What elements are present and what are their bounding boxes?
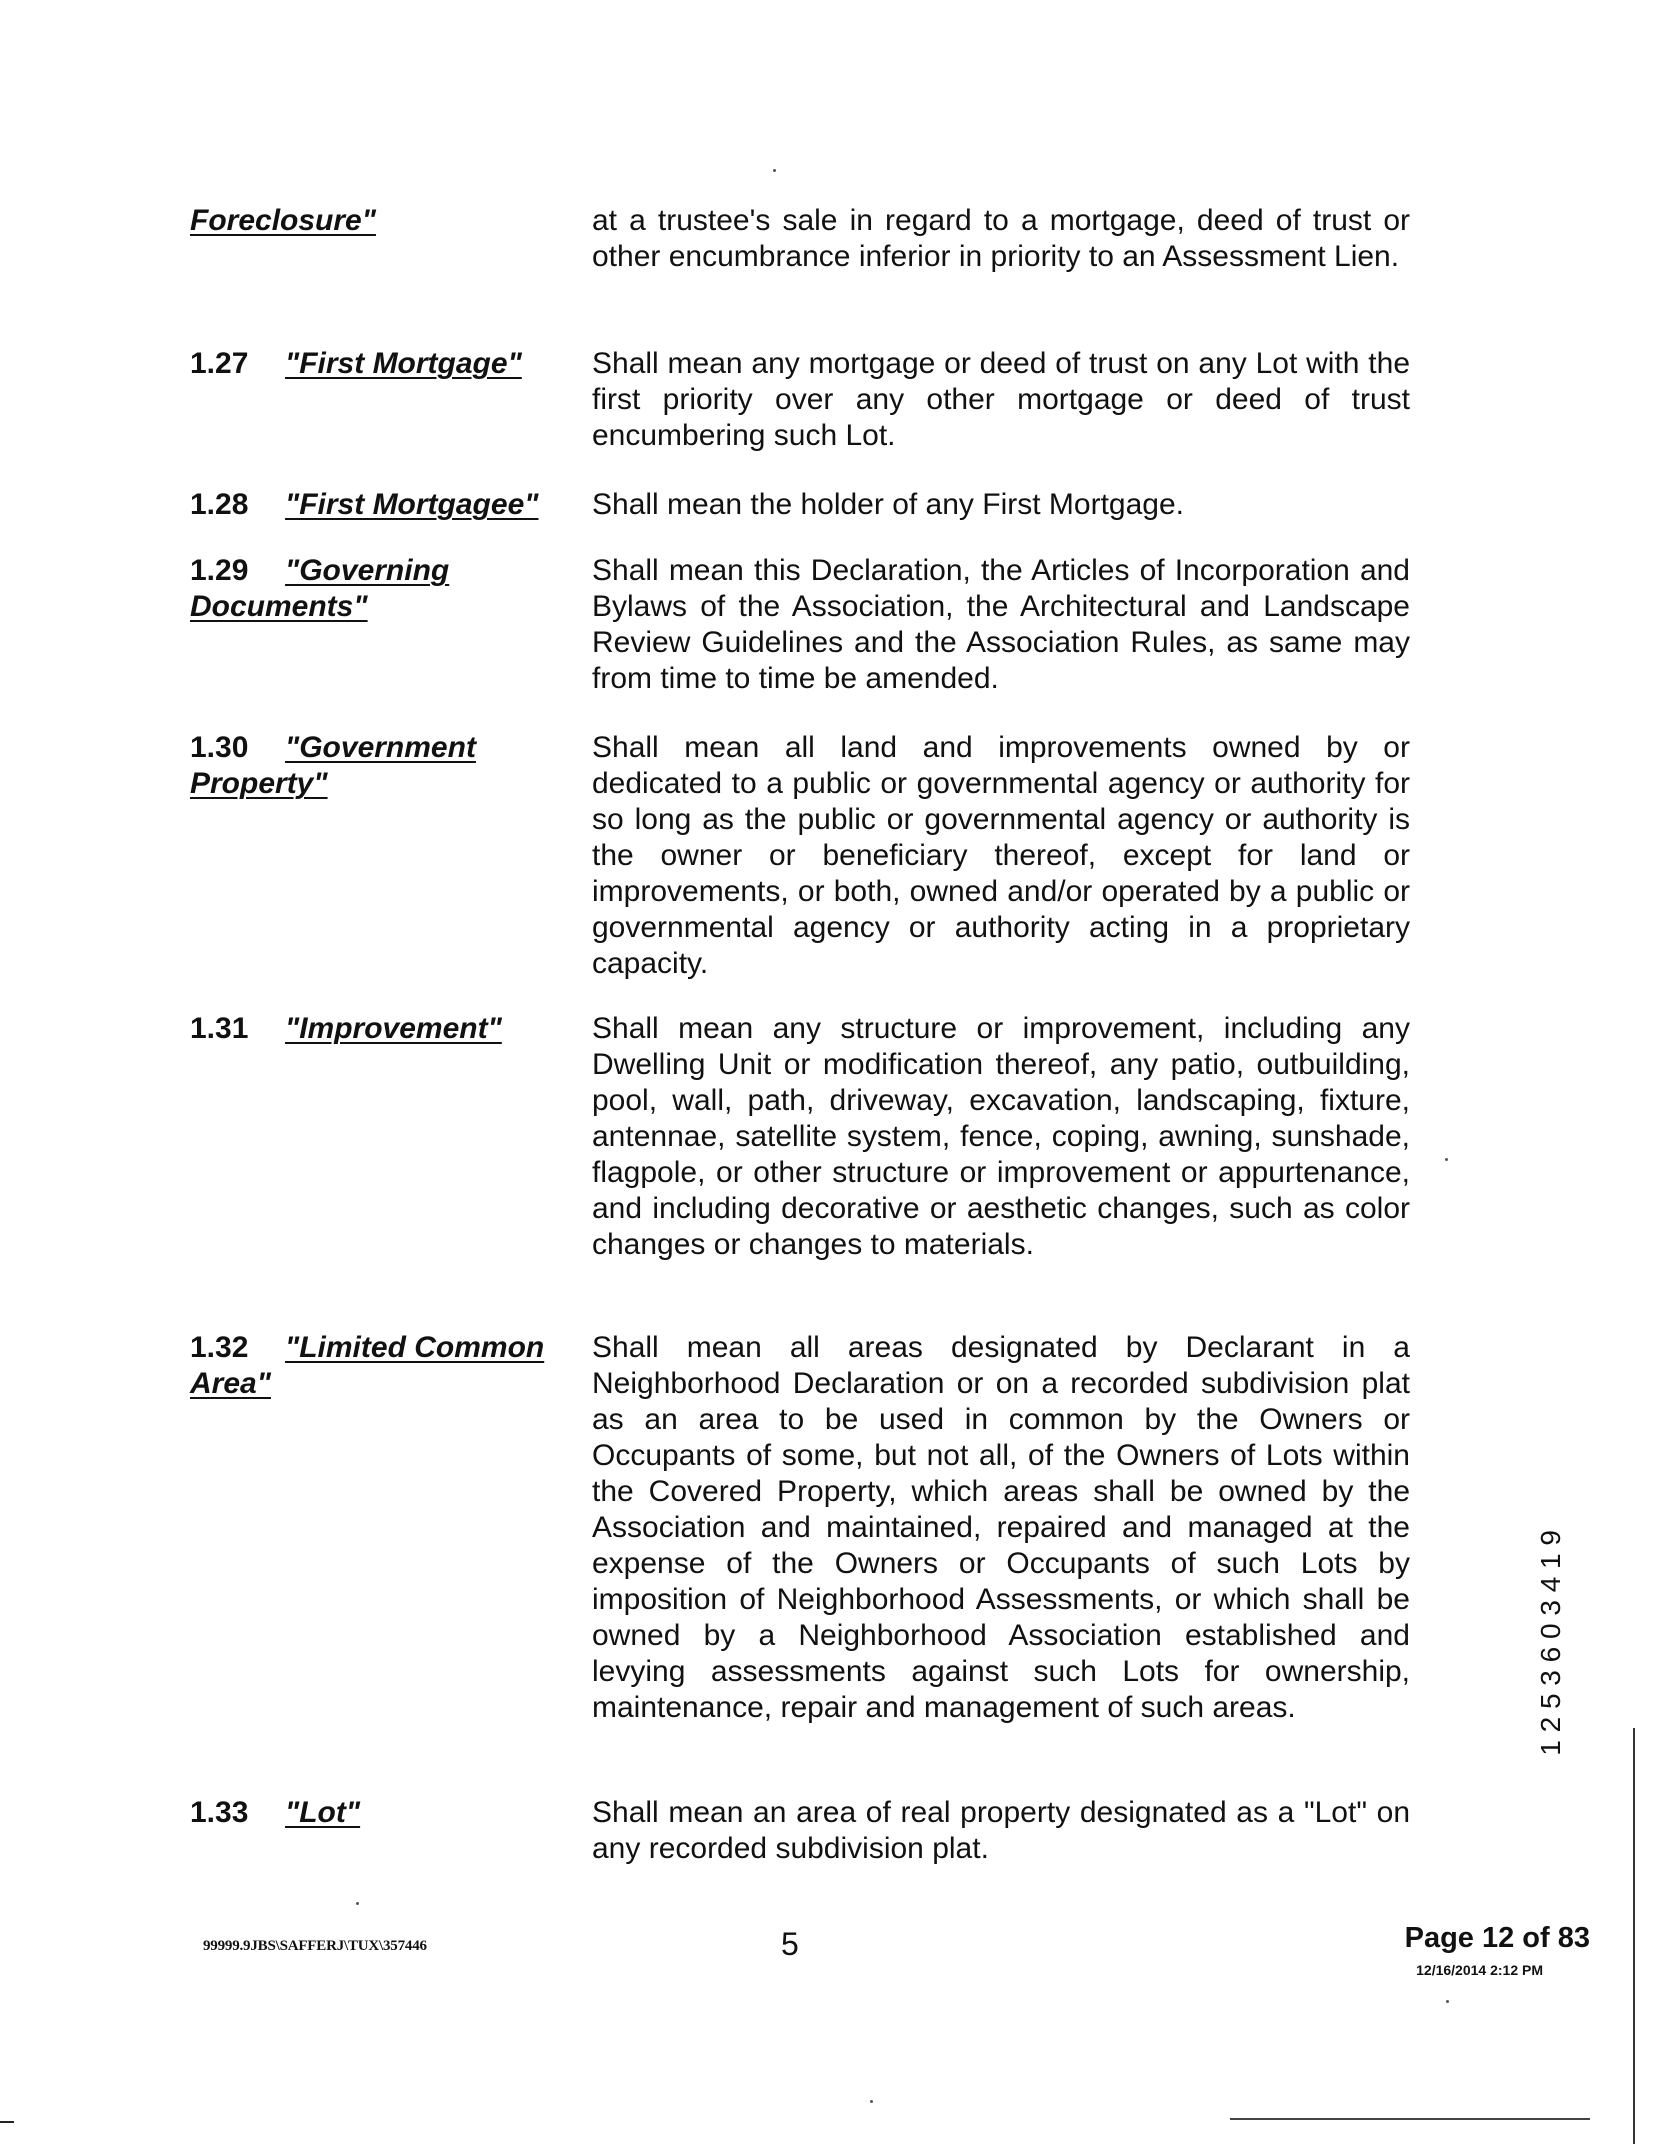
term-name-line-2: Documents" bbox=[190, 590, 368, 623]
term-name-line-1: "Governing bbox=[285, 554, 450, 587]
term-name: "First Mortgage" bbox=[285, 347, 522, 380]
section-number: 1.33 bbox=[190, 1796, 249, 1829]
term-definition: Shall mean the holder of any First Mortgage. bbox=[592, 488, 1184, 521]
term-name: "First Mortgagee" bbox=[285, 488, 539, 521]
print-timestamp: 12/16/2014 2:12 PM bbox=[1416, 1962, 1543, 1978]
scan-speck bbox=[773, 169, 776, 172]
recording-number: 1 2 5 3 6 0 3 4 1 9 bbox=[1535, 1530, 1566, 1756]
term-definition: Shall mean this Declaration, the Articles of Incorporation and Bylaws of the Association, the Architectural and Landscape Review Guidelines and the Association Rules, as same may from time to time be amended. bbox=[592, 554, 1410, 695]
page-count: Page 12 of 83 bbox=[1404, 1922, 1590, 1954]
term-label bbox=[190, 203, 580, 239]
term-label bbox=[190, 730, 580, 802]
term-definition: Shall mean any structure or improvement, including any Dwelling Unit or modification thereof, any patio, outbuilding, pool, wall, path, driveway, excavation, landscaping, fixture, antennae, satellite system, fence, coping, awning, sunshade, flagpole, or other structure or improvement or appurtenance, and including decorative or aesthetic changes, such as color changes or changes to materials. bbox=[592, 1012, 1410, 1261]
term-label bbox=[190, 1011, 580, 1047]
term-label bbox=[190, 487, 580, 523]
term-label bbox=[190, 553, 580, 625]
section-number: 1.32 bbox=[190, 1331, 249, 1364]
term-label bbox=[190, 346, 580, 382]
document-reference: 99999.9JBS\SAFFERJ\TUX\357446 bbox=[203, 1938, 427, 1954]
scan-speck bbox=[870, 2100, 873, 2103]
section-number: 1.31 bbox=[190, 1012, 249, 1045]
section-number: 1.30 bbox=[190, 731, 249, 764]
term-definition: Shall mean all land and improvements owned by or dedicated to a public or governmental agency or authority for so long as the public or governmental agency or authority is the owner or beneficiary thereof, except for land or improvements, or both, owned and/or operated by a public or governmental agency or authority acting in a proprietary capacity. bbox=[592, 731, 1410, 980]
scan-speck bbox=[356, 1902, 359, 1905]
section-number: 1.28 bbox=[190, 488, 249, 521]
scan-edge-line bbox=[1633, 1728, 1635, 2144]
term-definition: at a trustee's sale in regard to a mortgage, deed of trust or other encumbrance inferior in priority to an Assessment Lien. bbox=[592, 204, 1410, 273]
term-definition: Shall mean an area of real property designated as a "Lot" on any recorded subdivision plat. bbox=[592, 1796, 1410, 1865]
scan-edge-mark bbox=[0, 2121, 14, 2123]
section-number: 1.27 bbox=[190, 347, 249, 380]
term-name: Foreclosure" bbox=[190, 204, 376, 237]
term-name: "Improvement" bbox=[285, 1012, 502, 1045]
term-name-line-1: "Government bbox=[285, 731, 476, 764]
term-label bbox=[190, 1795, 580, 1831]
term-name: "Lot" bbox=[285, 1796, 361, 1829]
signature-rule bbox=[1230, 2118, 1590, 2120]
term-definition: Shall mean any mortgage or deed of trust on any Lot with the first priority over any other mortgage or deed of trust encumbering such Lot. bbox=[592, 347, 1410, 452]
scan-speck bbox=[1445, 1158, 1448, 1161]
term-label bbox=[190, 1330, 580, 1402]
term-definition: Shall mean all areas designated by Declarant in a Neighborhood Declaration or on a recorded subdivision plat as an area to be used in common by the Owners or Occupants of some, but not all, of the Owners of Lots within the Covered Property, which areas shall be owned by the Association and maintained, repaired and managed at the expense of the Owners or Occupants of such Lots by imposition of Neighborhood Assessments, or which shall be owned by a Neighborhood Association established and levying assessments against such Lots for ownership, maintenance, repair and management of such areas. bbox=[592, 1331, 1410, 1724]
scan-speck bbox=[1446, 2000, 1449, 2003]
section-number: 1.29 bbox=[190, 554, 249, 587]
term-name-line-2: Area" bbox=[190, 1367, 271, 1400]
term-name-line-1: "Limited Common bbox=[285, 1331, 545, 1364]
recording-number-stamp bbox=[1534, 1530, 1568, 1758]
term-name-line-2: Property" bbox=[190, 767, 328, 800]
page-number: 5 bbox=[781, 1926, 799, 1962]
